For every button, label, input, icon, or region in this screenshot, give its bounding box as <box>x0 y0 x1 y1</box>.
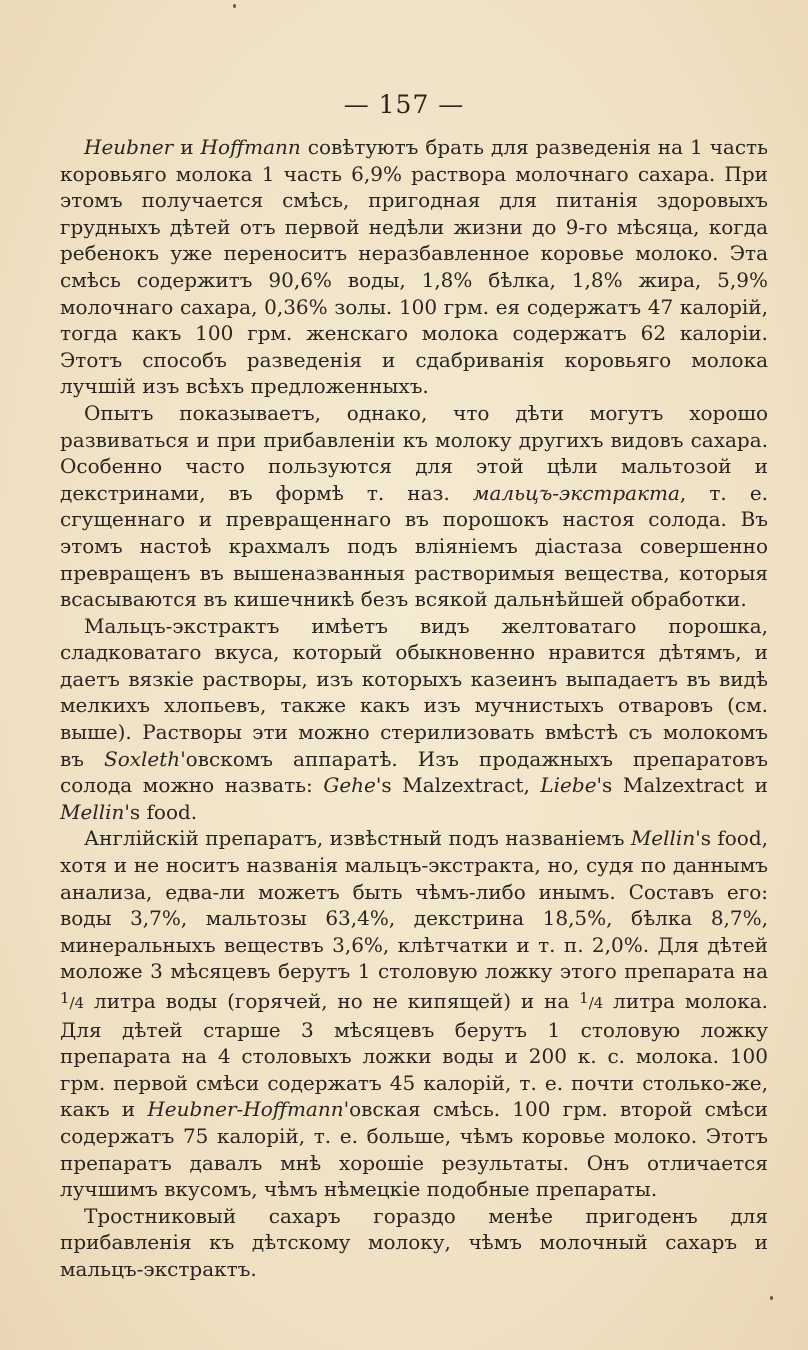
text-run: 's Malzextract и <box>596 773 768 798</box>
brand-name: Gehe <box>323 773 376 798</box>
brand-name: Mellin <box>60 799 125 824</box>
term-italic: мальцъ-экстракта <box>472 480 680 505</box>
text-run: 's food, хотя и не носитъ названія мальцъ-экстракта, но, судя по даннымъ анализа, едва-ли можетъ быть чѣмъ-либо инымъ. Составъ его: воды 3,7%, мальтозы 63,4%, декстрина 18,5%, бѣлка 8,7%, минеральныхъ веществъ 3,6%, клѣтчатки и т. п. 2,0%. Для дѣтей моложе 3 мѣсяцевъ берутъ 1 столовую ложку этого препарата на <box>60 826 769 984</box>
fraction-denominator: /4 <box>69 994 85 1012</box>
text-run: литра молока. Для дѣтей старше 3 мѣсяцевъ берутъ 1 столовую ложку препарата на 4 столовыхъ ложки воды и 200 к. с. молока. 100 грм. первой смѣси содержатъ 45 калорій, т. е. почти столько-же, какъ и <box>60 989 768 1122</box>
fraction-numerator: 1 <box>579 989 589 1007</box>
text-run: Мальцъ-экстрактъ имѣетъ видъ желтоватаго порошка, сладковатаго вкуса, который обыкновенно нравится дѣтямъ, и даетъ вязкіе растворы, изъ которыхъ казеинъ выпадаетъ въ видѣ мелкихъ хлопьевъ, также какъ изъ мучнистыхъ отваровъ (см. выше). Растворы эти можно стерилизовать вмѣстѣ съ молокомъ въ <box>60 613 768 771</box>
author-name: Hoffmann <box>200 135 301 159</box>
page-number: — 157 — <box>343 90 465 119</box>
text-run: 's Malzextract, <box>375 773 541 798</box>
text-run: 'овскомъ аппаратѣ. Изъ продажныхъ препаратовъ солода можно назвать: <box>60 746 768 798</box>
author-name: Soxleth <box>104 746 181 771</box>
text-run: и <box>173 135 201 159</box>
text-run: Тростниковый сахаръ гораздо менѣе пригоденъ для прибавленія къ дѣтскому молоку, чѣмъ молочный сахаръ и мальцъ-экстрактъ. <box>60 1203 768 1281</box>
text-run: 'овская смѣсь. 100 грм. второй смѣси содержатъ 75 калорій, т. е. больше, чѣмъ коровье молоко. Этотъ препаратъ давалъ мнѣ хорошіе результаты. Онъ отличается лучшимъ вкусомъ, чѣмъ нѣмецкіе подобные препараты. <box>60 1097 768 1202</box>
body-text <box>60 134 768 1283</box>
fraction-denominator: /4 <box>588 994 604 1012</box>
brand-name: Mellin <box>630 826 696 851</box>
paragraph-5 <box>60 1203 768 1283</box>
text-run: , т. е. сгущеннаго и превращеннаго въ порошокъ настоя солода. Въ этомъ настоѣ крахмалъ подъ вліяніемъ діастаза совершенно превращенъ въ вышеназванныя растворимыя вещества, которыя всасываются въ кишечникѣ безъ всякой дальнѣйшей обработки. <box>60 480 769 612</box>
text-run: совѣтуютъ брать для разведенія на 1 часть коровьяго молока 1 часть 6,9% раствора молочнаго сахара. При этомъ получается смѣсь, пригодная для питанія здоровыхъ грудныхъ дѣтей отъ первой недѣли жизни до 9-го мѣсяца, когда ребенокъ уже переноситъ неразбавленное коровье молоко. Эта смѣсь содержитъ 90,6% воды, 1,8% бѣлка, 1,8% жира, 5,9% молочнаго сахара, 0,36% золы. 100 грм. ея содержатъ 47 калорій, тогда какъ 100 грм. женскаго молока содержатъ 62 калоріи. Этотъ способъ разведенія и сдабриванія коровьяго молока лучшій изъ всѣхъ предложенныхъ. <box>60 135 768 399</box>
brand-name: Liebe <box>540 773 597 798</box>
paragraph-2 <box>60 400 768 613</box>
text-run: 's food. <box>124 799 198 824</box>
text-run: Опытъ показываетъ, однако, что дѣти могутъ хорошо развиваться и при прибавленіи къ молоку другихъ видовъ сахара. Особенно часто пользуются для этой цѣли мальтозой и декстринами, въ формѣ т. наз. <box>60 400 768 505</box>
fraction-numerator: 1 <box>60 989 70 1007</box>
ink-speck <box>233 4 236 8</box>
paragraph-1 <box>60 134 768 400</box>
paragraph-4 <box>60 825 768 1202</box>
author-name: Heubner <box>84 135 174 159</box>
ink-speck <box>770 1296 773 1300</box>
text-run: Англійскій препаратъ, извѣстный подъ названіемъ <box>84 826 631 851</box>
author-name: Heubner-Hoffmann <box>147 1097 344 1122</box>
text-run: литра воды (горячей, но не кипящей) и на <box>84 989 580 1013</box>
paragraph-3 <box>60 613 768 826</box>
